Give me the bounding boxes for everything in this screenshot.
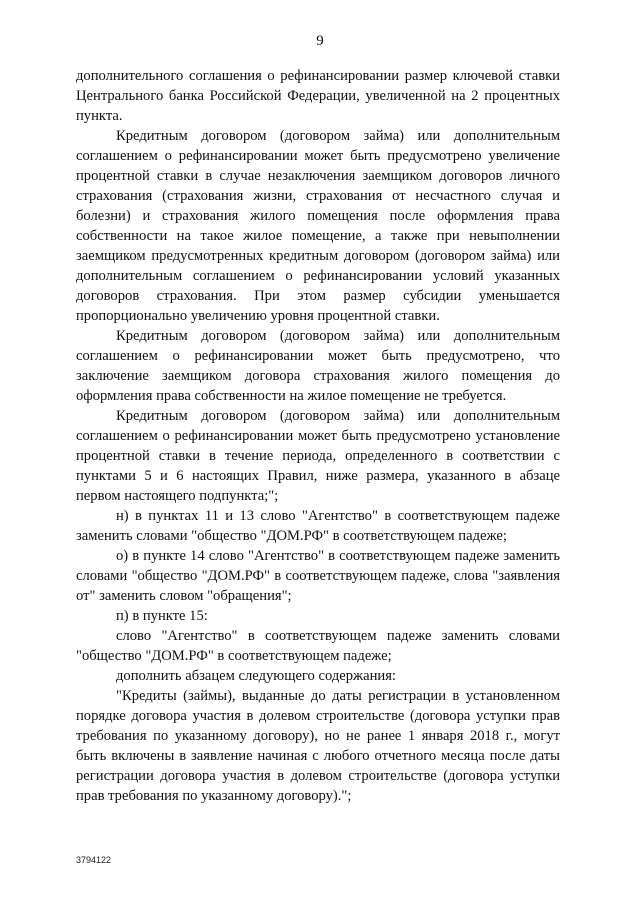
paragraph-item-n: н) в пунктах 11 и 13 слово "Агентство" в соответствующем падеже заменить словами "общество "ДОМ.РФ" в соответствующем падеже; — [76, 508, 560, 544]
paragraph-insurance-rate-increase: Кредитным договором (договором займа) или дополнительным соглашением о рефинансировании может быть предусмотрено увеличение процентной ставки в случае незаключения заемщиком договоров личного страхования (страхования жизни, страхования от несчастного случая и болезни) и страхования жилого помещения после оформления права собственности на такое жилое помещение, а также при невыполнении заемщиком предусмотренных кредитным договором (договором займа) или дополнительным соглашением о рефинансировании условий указанных договоров страхования. При этом размер субсидии уменьшается пропорционально увеличению уровня процентной ставки. — [76, 128, 560, 324]
paragraph-lower-rate-period: Кредитным договором (договором займа) или дополнительным соглашением о рефинансировании может быть предусмотрено установление процентной ставки в течение периода, определенного в соответствии с пунктами 5 и 6 настоящих Правил, ниже размера, указанного в абзаце первом настоящего подпункта;"; — [76, 408, 560, 504]
paragraph-replace-word: слово "Агентство" в соответствующем падеже заменить словами "общество "ДОМ.РФ" в соответствующем падеже; — [76, 628, 560, 664]
paragraph-insurance-not-required: Кредитным договором (договором займа) или дополнительным соглашением о рефинансировании может быть предусмотрено, что заключение заемщиком договора страхования жилого помещения до оформления права собственности на жилое помещение не требуется. — [76, 328, 560, 404]
paragraph-new-clause-text: "Кредиты (займы), выданные до даты регистрации в установленном порядке договора участия в долевом строительстве (договора уступки прав требования по указанному договору), но не ранее 1 января 2018 г., могут быть включены в заявление начиная с любого отчетного месяца после даты регистрации договора участия в долевом строительстве (договора уступки прав требования по указанному договору)."; — [76, 688, 560, 804]
document-code: 3794122 — [76, 855, 112, 865]
paragraph-add-clause: дополнить абзацем следующего содержания: — [116, 668, 396, 684]
document-body — [76, 66, 560, 806]
paragraph-continuation: дополнительного соглашения о рефинансировании размер ключевой ставки Центрального банка Российской Федерации, увеличенной на 2 процентных пункта. — [76, 68, 560, 124]
paragraph-item-o: о) в пункте 14 слово "Агентство" в соответствующем падеже заменить словами "общество "ДОМ.РФ" в соответствующем падеже, слова "заявления от" заменить словом "обращения"; — [76, 548, 560, 604]
page-number: 9 — [316, 33, 324, 49]
paragraph-item-p: п) в пункте 15: — [116, 608, 208, 624]
